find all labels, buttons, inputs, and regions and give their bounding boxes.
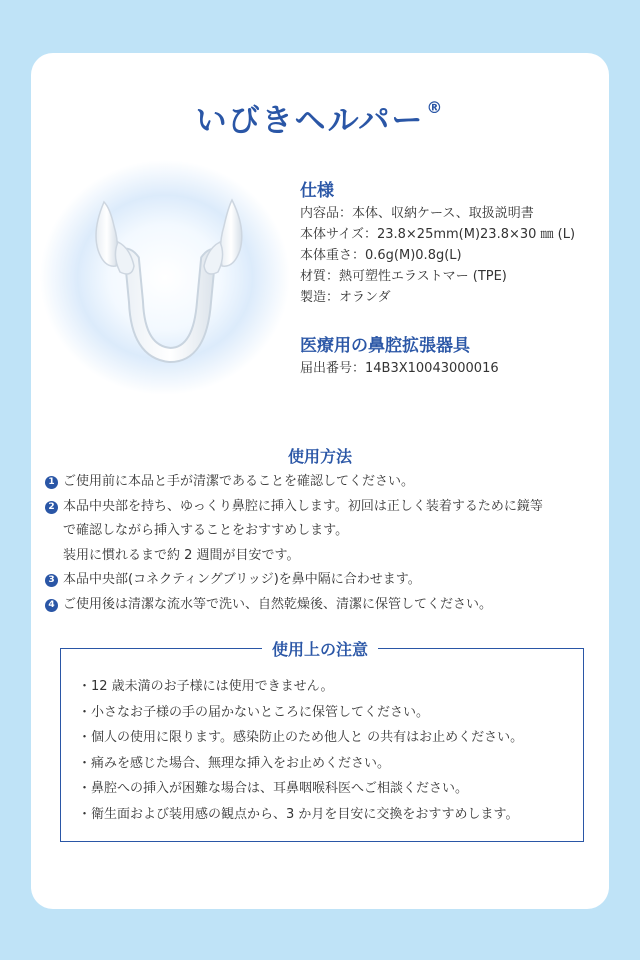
caution-item: ・衛生面および装用感の観点から、3 か月を目安に交換をおすすめします。: [78, 806, 519, 822]
spec-line: 本体重さ：0.6g(M)0.8g(L): [300, 248, 462, 263]
caution-list: [78, 674, 523, 827]
caution-item: ・小さなお子様の手の届かないところに保管してください。: [78, 704, 430, 720]
step-text: ご使用後は清潔な流水等で洗い、自然乾燥後、清潔に保管してください。: [63, 596, 493, 612]
usage-step-2: [45, 495, 605, 569]
caution-item: ・鼻腔への挿入が困難な場合は、耳鼻咽喉科医へご相談ください。: [78, 781, 469, 796]
usage-step-3: [45, 568, 605, 593]
step-text: で確認しながら挿入することをおすすめします。: [63, 523, 349, 538]
registered-mark: ®: [426, 98, 445, 117]
medical-heading: 医療用の鼻腔拡張器具: [300, 336, 470, 356]
usage-step-4: [45, 593, 605, 618]
usage-steps: [45, 470, 605, 617]
usage-heading: 使用方法: [287, 447, 352, 466]
caution-item: ・個人の使用に限ります。感染防止のため他人と の共有はお止めください。: [78, 730, 524, 745]
step-text: 本品中央部を持ち、ゆっくり鼻腔に挿入します。初回は正しく装着するために鏡等: [63, 498, 543, 514]
caution-item: ・痛みを感じた場合、無理な挿入をお止めください。: [78, 755, 391, 771]
notification-number: 届出番号：14B3X10043000016: [300, 361, 499, 376]
spec-line: 内容品：本体、収納ケース、取扱説明書: [300, 206, 534, 221]
step-text: 装用に慣れるまで約 2 週間が目安です。: [63, 547, 300, 563]
step-text: 本品中央部(コネクティングブリッジ)を鼻中隔に合わせます。: [63, 572, 421, 587]
spec-heading: 仕様: [300, 181, 334, 201]
spec-line: 本体サイズ：23.8×25mm(M)23.8×30 ㎜ (L): [300, 227, 576, 242]
caution-heading-wrap: [0, 637, 640, 660]
step-number-badge: 1: [45, 476, 58, 489]
caution-heading: 使用上の注意: [262, 640, 378, 659]
caution-item: ・12 歳未満のお子様には使用できません。: [78, 679, 334, 694]
step-number-badge: 4: [45, 599, 58, 612]
spec-line: 材質：熱可塑性エラストマー (TPE): [300, 269, 507, 284]
step-number-badge: 3: [45, 574, 58, 587]
nose-clip-product-image: [90, 190, 260, 370]
product-title: [0, 95, 640, 140]
spec-line: 製造：オランダ: [300, 290, 391, 305]
usage-step-1: [45, 470, 605, 495]
step-number-badge: 2: [45, 501, 58, 514]
step-text: ご使用前に本品と手が清潔であることを確認してください。: [63, 474, 415, 489]
spec-list: [300, 203, 575, 308]
product-title-text: いびきヘルパー: [195, 103, 425, 139]
